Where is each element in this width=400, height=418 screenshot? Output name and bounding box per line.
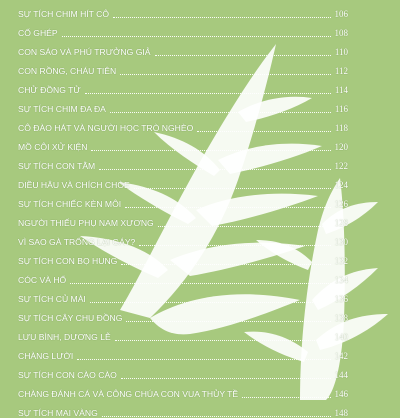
toc-entry-page-number: 126: [334, 199, 348, 209]
toc-entry-page-number: 142: [334, 351, 348, 361]
toc-entry[interactable]: [18, 326, 348, 342]
toc-entry-page-number: 132: [334, 256, 348, 266]
dot-leader: [134, 188, 331, 189]
dot-leader: [120, 74, 331, 75]
toc-entry-page-number: 110: [334, 47, 348, 57]
toc-entry[interactable]: [18, 41, 348, 57]
toc-entry-page-number: 148: [334, 408, 348, 418]
dot-leader: [126, 321, 330, 322]
toc-entry[interactable]: [18, 307, 348, 323]
toc-entry-title: CHÀNG ĐÁNH CÁ VÀ CÔNG CHÚA CON VUA THỦY TỀ: [18, 389, 239, 400]
toc-entry-page-number: 130: [334, 237, 348, 247]
toc-entry-title: SỰ TÍCH CON CÀO CÀO: [18, 370, 117, 381]
dot-leader: [125, 207, 330, 208]
dot-leader: [70, 283, 330, 284]
dot-leader: [91, 150, 330, 151]
toc-entry-page-number: 124: [334, 180, 348, 190]
toc-entry-title: LƯU BÌNH, DƯƠNG LỄ: [18, 332, 111, 343]
toc-entry-title: SỰ TÍCH CỦ MÀI: [18, 294, 86, 305]
toc-entry-title: VÌ SAO GÀ TRỐNG LẠI GÁY?: [18, 237, 136, 248]
toc-entry-page-number: 146: [334, 389, 348, 399]
toc-entry-title: SỰ TÍCH CHIM HÍT CÔ: [18, 9, 110, 20]
dot-leader: [113, 17, 330, 18]
dot-leader: [90, 302, 331, 303]
toc-entry-title: CHÀNG LƯỜI: [18, 351, 74, 362]
toc-entry[interactable]: [18, 60, 348, 76]
toc-entry[interactable]: [18, 193, 348, 209]
dot-leader: [115, 340, 331, 341]
dot-leader: [62, 36, 331, 37]
dot-leader: [139, 245, 330, 246]
toc-entry-title: CON SÁO VÀ PHÚ TRƯỞNG GIẢ: [18, 47, 151, 58]
toc-entry-title: SỰ TÍCH CON BỌ HUNG: [18, 256, 118, 267]
toc-entry[interactable]: [18, 364, 348, 380]
toc-entry-title: SỰ TÍCH MAI VÀNG: [18, 408, 98, 418]
toc-entry[interactable]: [18, 383, 348, 399]
table-of-contents: [18, 0, 348, 418]
toc-entry-title: SỰ TÍCH CÂY CHU ĐỒNG: [18, 313, 123, 324]
toc-entry-page-number: 112: [334, 66, 348, 76]
dot-leader: [77, 359, 330, 360]
dot-leader: [102, 416, 331, 417]
toc-entry-page-number: 118: [334, 123, 348, 133]
toc-entry-title: CÔ ĐÀO HÁT VÀ NGƯỜI HỌC TRÒ NGHÈO: [18, 123, 194, 134]
dot-leader: [155, 55, 331, 56]
toc-entry-page-number: 144: [334, 370, 348, 380]
toc-entry[interactable]: [18, 98, 348, 114]
dot-leader: [158, 226, 331, 227]
toc-entry[interactable]: [18, 250, 348, 266]
toc-entry-page-number: 134: [334, 275, 348, 285]
toc-entry-page-number: 114: [334, 85, 348, 95]
toc-entry[interactable]: [18, 402, 348, 418]
toc-entry[interactable]: [18, 3, 348, 19]
toc-entry-title: CỐ GHÉP: [18, 28, 58, 39]
toc-entry[interactable]: [18, 174, 348, 190]
toc-entry-title: DIỀU HÂU VÀ CHÍCH CHÒE: [18, 180, 130, 191]
toc-entry[interactable]: [18, 136, 348, 152]
toc-entry-page-number: 138: [334, 313, 348, 323]
toc-entry[interactable]: [18, 155, 348, 171]
toc-entry-title: MỒ CÔI XỬ KIỆN: [18, 142, 88, 153]
dot-leader: [85, 93, 331, 94]
toc-entry-title: SỰ TÍCH CHIM ĐA ĐA: [18, 104, 106, 115]
toc-entry[interactable]: [18, 22, 348, 38]
toc-entry-page-number: 122: [334, 161, 348, 171]
toc-entry-page-number: 108: [334, 28, 348, 38]
dot-leader: [197, 131, 331, 132]
toc-entry[interactable]: [18, 117, 348, 133]
toc-entry-title: CHỬ ĐỒNG TỬ: [18, 85, 81, 96]
toc-entry[interactable]: [18, 79, 348, 95]
toc-entry-page-number: 116: [334, 104, 348, 114]
toc-entry-page-number: 106: [334, 9, 348, 19]
dot-leader: [110, 112, 331, 113]
toc-entry[interactable]: [18, 345, 348, 361]
dot-leader: [242, 397, 330, 398]
toc-entry-title: CON RỒNG, CHÁU TIÊN: [18, 66, 117, 77]
toc-entry-title: CÓC VÀ HỔ: [18, 275, 67, 286]
toc-entry-title: NGƯỜI THIẾU PHỤ NAM XƯƠNG: [18, 218, 154, 229]
toc-entry-page-number: 140: [334, 332, 348, 342]
toc-entry-page-number: 136: [334, 294, 348, 304]
toc-entry[interactable]: [18, 231, 348, 247]
toc-entry-page-number: 128: [334, 218, 348, 228]
toc-entry[interactable]: [18, 288, 348, 304]
toc-entry[interactable]: [18, 269, 348, 285]
dot-leader: [121, 264, 330, 265]
toc-entry-title: SỰ TÍCH CHIẾC KÈN MÔI: [18, 199, 122, 210]
toc-entry-title: SỰ TÍCH CON TẰM: [18, 161, 96, 172]
toc-entry-page-number: 120: [334, 142, 348, 152]
toc-entry[interactable]: [18, 212, 348, 228]
dot-leader: [99, 169, 330, 170]
dot-leader: [121, 378, 331, 379]
